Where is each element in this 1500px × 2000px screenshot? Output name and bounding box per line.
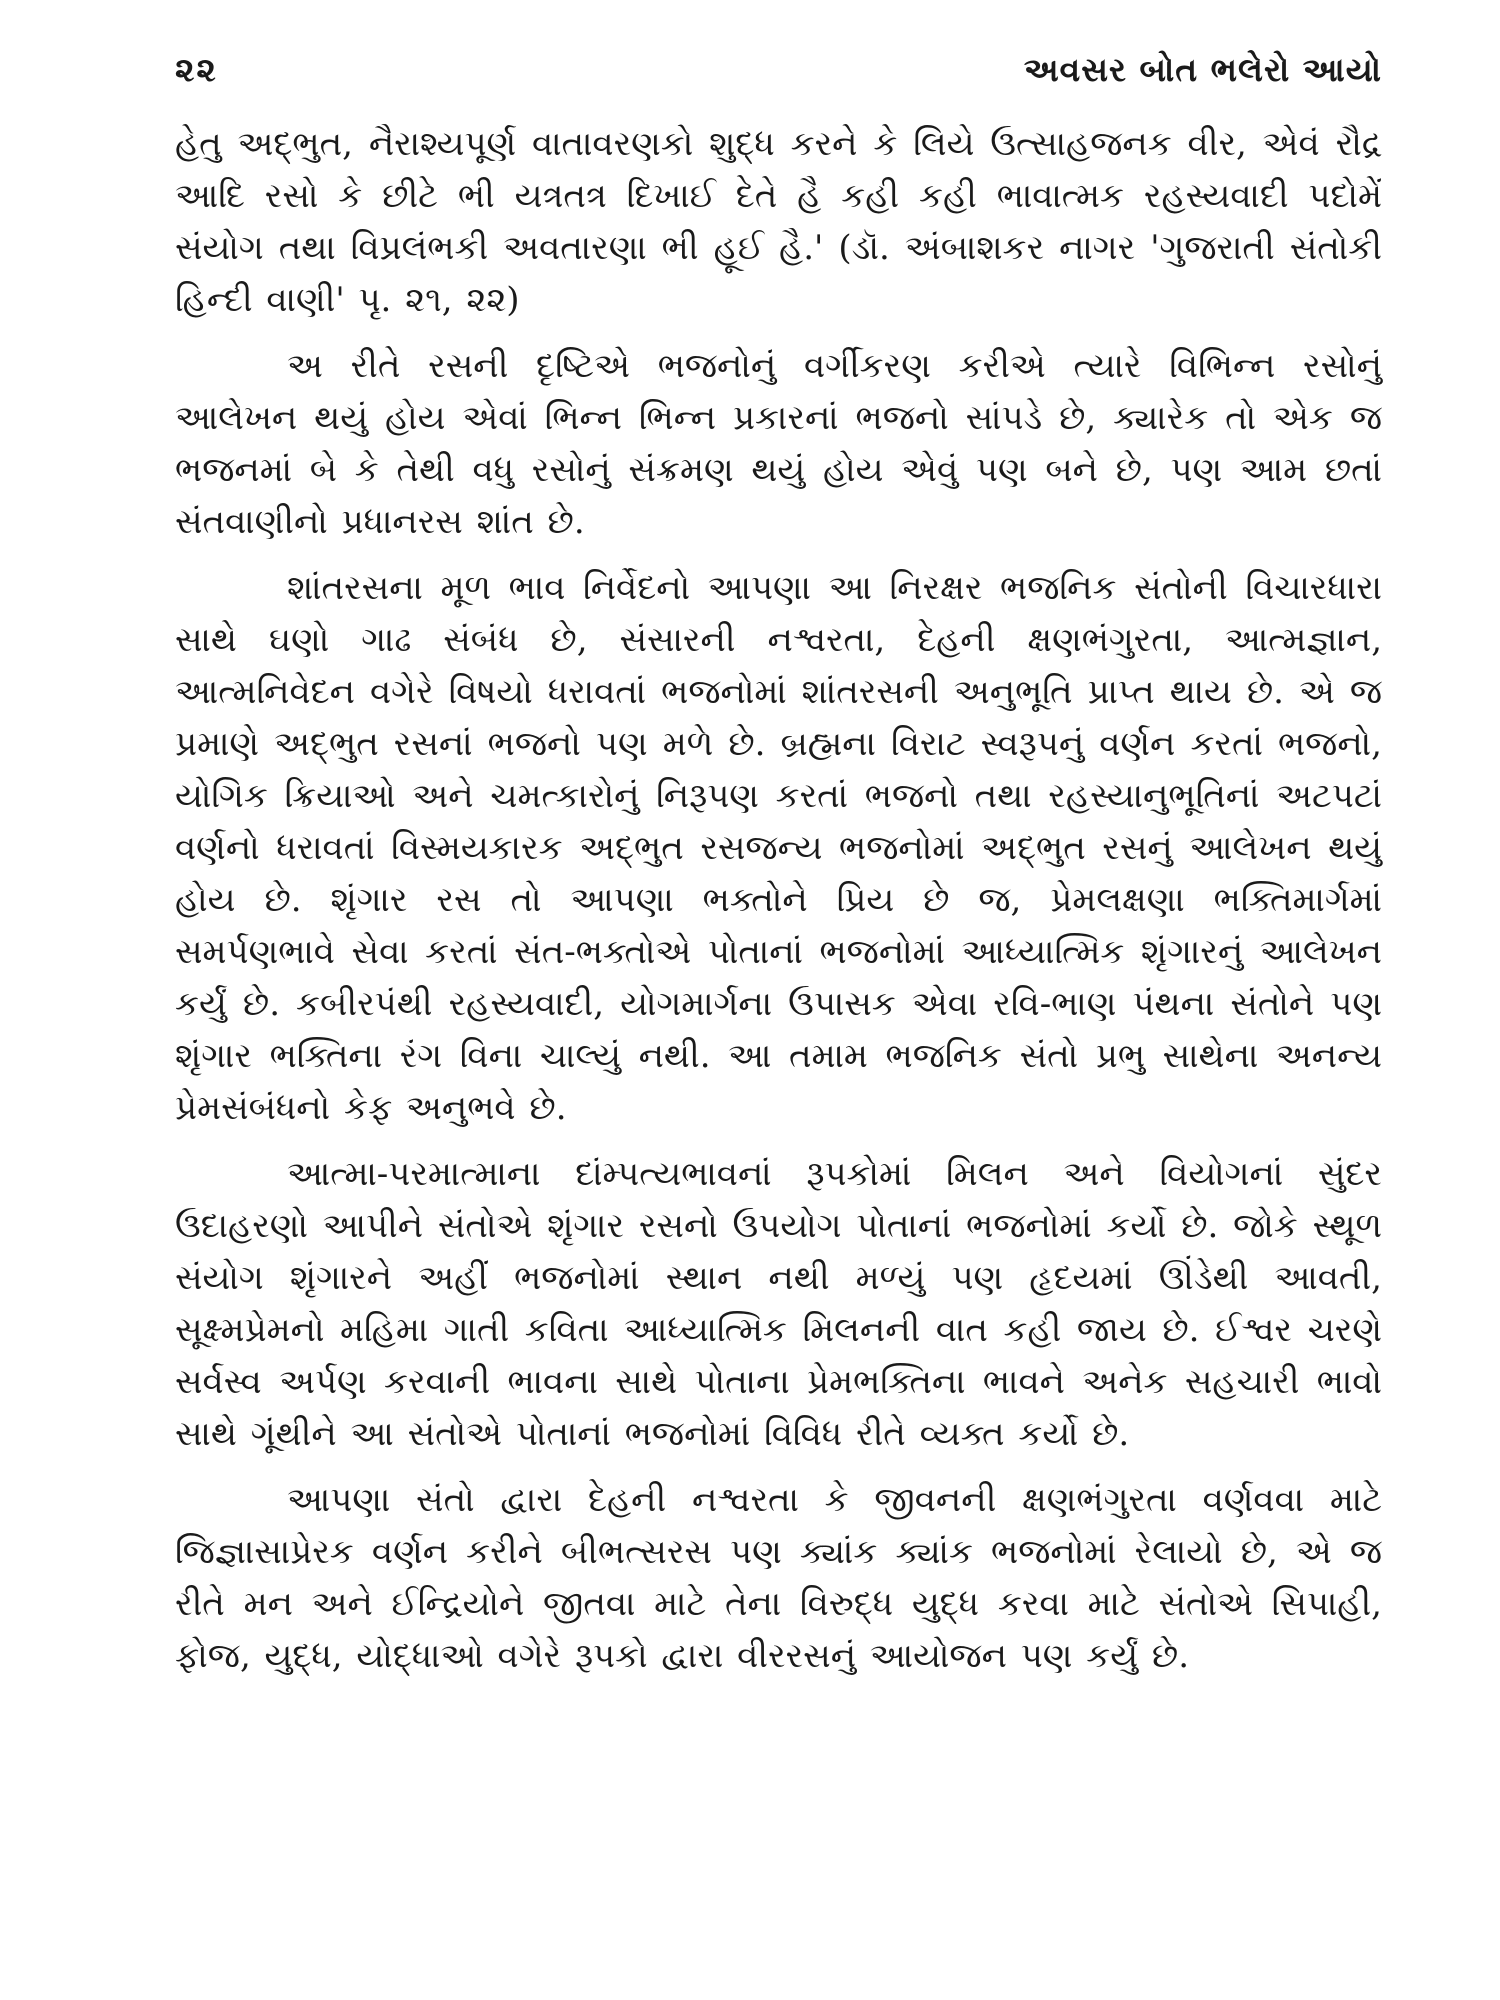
body-text <box>175 118 1382 1696</box>
paragraph-shringar-ras: આત્મા-પરમાત્માના દાંમ્પત્યભાવનાં રૂપકોમાં મિલન અને વિયોગનાં સુંદર ઉદાહરણો આપીને સંતોએ શૃંગાર રસનો ઉપયોગ પોતાનાં ભજનોમાં કર્યો છે. જોકે સ્થૂળ સંયોગ શૃંગારને અહીં ભજનોમાં સ્થાન નથી મળ્યું પણ હૃદયમાં ઊંડેથી આવતી, સૂક્ષ્મપ્રેમનો મહિમા ગાતી કવિતા આધ્યાત્મિક મિલનની વાત કહી જાય છે. ઈશ્વર ચરણે સર્વસ્વ અર્પણ કરવાની ભાવના સાથે પોતાના પ્રેમભક્તિના ભાવને અનેક સહચારી ભાવો સાથે ગૂંથીને આ સંતોએ પોતાનાં ભજનોમાં વિવિધ રીતે વ્યક્ત કર્યો છે. <box>175 1154 1382 1454</box>
book-title: અવસર બોત ભલેરો આયો <box>1023 50 1382 89</box>
paragraph-shant-ras: શાંતરસના મૂળ ભાવ નિર્વેદનો આપણા આ નિરક્ષર ભજનિક સંતોની વિચારધારા સાથે ઘણો ગાઢ સંબંધ છે, સંસારની નશ્વરતા, દેહની ક્ષણભંગુરતા, આત્મજ્ઞાન, આત્મનિવેદન વગેરે વિષયો ધરાવતાં ભજનોમાં શાંતરસની અનુભૂતિ પ્રાપ્ત થાય છે. એ જ પ્રમાણે અદ્ભુત રસનાં ભજનો પણ મળે છે. બ્રહ્મના વિરાટ સ્વરૂપનું વર્ણન કરતાં ભજનો, યોગિક ક્રિયાઓ અને ચમત્કારોનું નિરૂપણ કરતાં ભજનો તથા રહસ્યાનુભૂતિનાં અટપટાં વર્ણનો ધરાવતાં વિસ્મયકારક અદ્ભુત રસજન્ય ભજનોમાં અદ્ભુત રસનું આલેખન થયું હોય છે. શૃંગાર રસ તો આપણા ભક્તોને પ્રિય છે જ, પ્રેમલક્ષણા ભક્તિમાર્ગમાં સમર્પણભાવે સેવા કરતાં સંત-ભક્તોએ પોતાનાં ભજનોમાં આધ્યાત્મિક શૃંગારનું આલેખન કર્યું છે. કબીરપંથી રહસ્યવાદી, યોગમાર્ગના ઉપાસક એવા રવિ-ભાણ પંથના સંતોને પણ શૃંગાર ભક્તિના રંગ વિના ચાલ્યું નથી. આ તમામ ભજનિક સંતો પ્રભુ સાથેના અનન્ય પ્રેમસંબંધનો કેફ અનુભવે છે. <box>175 568 1382 1128</box>
page-number: ૨૨ <box>175 50 218 89</box>
paragraph-bibhatsa-veer-ras: આપણા સંતો દ્વારા દેહની નશ્વરતા કે જીવનની ક્ષણભંગુરતા વર્ણવવા માટે જિજ્ઞાસાપ્રેરક વર્ણન કરીને બીભત્સરસ પણ ક્યાંક ક્યાંક ભજનોમાં રેલાયો છે, એ જ રીતે મન અને ઈન્દ્રિયોને જીતવા માટે તેના વિરુદ્ધ યુદ્ધ કરવા માટે સંતોએ સિપાહી, ફોજ, યુદ્ધ, યોદ્ધાઓ વગેરે રૂપકો દ્વારા વીરરસનું આયોજન પણ કર્યું છે. <box>175 1480 1382 1676</box>
running-header <box>175 40 1382 100</box>
paragraph-quote-continuation: હેતુ અદ્ભુત, નૈરાશ્યપૂર્ણ વાતાવરણકો શુદ્ધ કરને કે લિયે ઉત્સાહજનક વીર, એવં રૌદ્ર આદિ રસો કે છીટે ભી યત્રતત્ર દિખાઈ દેતે હૈ કહી કહી ભાવાત્મક રહસ્યવાદી પદોમેં સંયોગ તથા વિપ્રલંભકી અવતારણા ભી હૂઈ હૈ.' (ડૉ. અંબાશકર નાગર 'ગુજરાતી સંતોકી હિન્દી વાણી' પૃ. ૨૧, ૨૨) <box>175 124 1382 320</box>
paragraph-rasa-classification: અ રીતે રસની દૃષ્ટિએ ભજનોનું વર્ગીકરણ કરીએ ત્યારે વિભિન્ન રસોનું આલેખન થયું હોય એવાં ભિન્ન ભિન્ન પ્રકારનાં ભજનો સાંપડે છે, ક્યારેક તો એક જ ભજનમાં બે કે તેથી વધુ રસોનું સંક્રમણ થયું હોય એવું પણ બને છે, પણ આમ છતાં સંતવાણીનો પ્રધાનરસ શાંત છે. <box>175 346 1382 542</box>
